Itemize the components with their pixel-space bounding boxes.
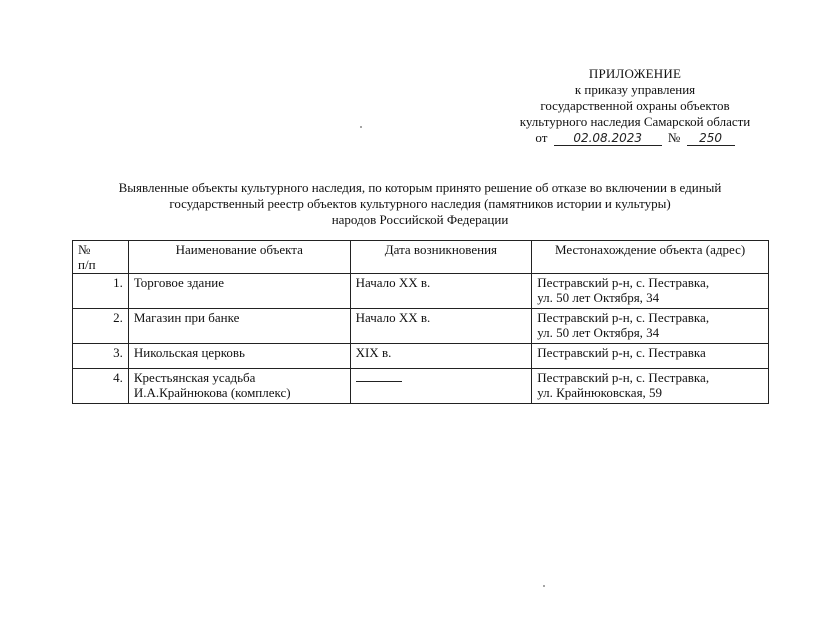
table-row bbox=[73, 274, 769, 309]
scan-speck bbox=[360, 126, 362, 128]
heading-line-2: государственный реестр объектов культурного наследия (памятников истории и культуры) bbox=[169, 196, 671, 211]
header-date: Дата возникновения bbox=[350, 241, 532, 274]
row-date: XIX в. bbox=[350, 344, 532, 369]
row-number: 4. bbox=[73, 369, 129, 404]
row-number: 1. bbox=[73, 274, 129, 309]
row-number: 3. bbox=[73, 344, 129, 369]
row-name bbox=[128, 369, 350, 404]
annex-line-1: к приказу управления bbox=[574, 82, 696, 97]
annex-line-2: государственной охраны объектов bbox=[540, 98, 730, 113]
row-location-line-2: ул. 50 лет Октября, 34 bbox=[537, 290, 660, 305]
annex-line-3: культурного наследия Самарской области bbox=[519, 114, 751, 129]
number-label: № bbox=[667, 130, 681, 145]
row-location-line-2: ул. 50 лет Октября, 34 bbox=[537, 325, 660, 340]
row-location bbox=[532, 344, 769, 369]
row-location bbox=[532, 369, 769, 404]
row-location-line-1: Пестравский р-н, с. Пестравка, bbox=[537, 275, 710, 290]
row-location-line-1: Пестравский р-н, с. Пестравка, bbox=[537, 370, 710, 385]
header-location: Местонахождение объекта (адрес) bbox=[532, 241, 769, 274]
row-name bbox=[128, 344, 350, 369]
row-location bbox=[532, 309, 769, 344]
row-name-line-1: Крестьянская усадьба bbox=[133, 370, 256, 385]
row-name bbox=[128, 309, 350, 344]
header-number bbox=[73, 241, 129, 274]
objects-table bbox=[72, 240, 769, 404]
annex-block bbox=[500, 66, 770, 146]
row-date: Начало XX в. bbox=[350, 274, 532, 309]
row-name-line-1: Магазин при банке bbox=[133, 310, 240, 325]
row-location bbox=[532, 274, 769, 309]
table-row bbox=[73, 344, 769, 369]
row-location-line-2: ул. Крайнюковская, 59 bbox=[537, 385, 663, 400]
row-date: Начало XX в. bbox=[350, 309, 532, 344]
header-name: Наименование объекта bbox=[128, 241, 350, 274]
row-number: 2. bbox=[73, 309, 129, 344]
scan-speck bbox=[543, 585, 545, 587]
row-name-line-1: Торговое здание bbox=[133, 275, 225, 290]
from-label: от bbox=[535, 130, 548, 145]
annex-title: ПРИЛОЖЕНИЕ bbox=[588, 66, 682, 81]
header-number-line-2: п/п bbox=[78, 257, 96, 272]
table-row bbox=[73, 369, 769, 404]
table-header-row bbox=[73, 241, 769, 274]
annex-order-line bbox=[500, 130, 770, 146]
row-location-line-1: Пестравский р-н, с. Пестравка bbox=[537, 345, 706, 360]
header-number-line-1: № bbox=[78, 242, 91, 257]
handwritten-date: 02.08.2023 bbox=[554, 132, 662, 146]
row-location-line-1: Пестравский р-н, с. Пестравка, bbox=[537, 310, 710, 325]
row-name bbox=[128, 274, 350, 309]
dash-mark bbox=[356, 371, 402, 382]
document-heading bbox=[60, 180, 780, 228]
table-row bbox=[73, 309, 769, 344]
heading-line-1: Выявленные объекты культурного наследия, по которым принято решение об отказе во включении в единый bbox=[118, 180, 722, 195]
heading-line-3: народов Российской Федерации bbox=[331, 212, 509, 227]
row-name-line-1: Никольская церковь bbox=[133, 345, 245, 360]
row-date-empty bbox=[350, 369, 532, 404]
row-name-line-2: И.А.Крайнюкова (комплекс) bbox=[133, 385, 291, 400]
handwritten-number: 250 bbox=[687, 132, 735, 146]
